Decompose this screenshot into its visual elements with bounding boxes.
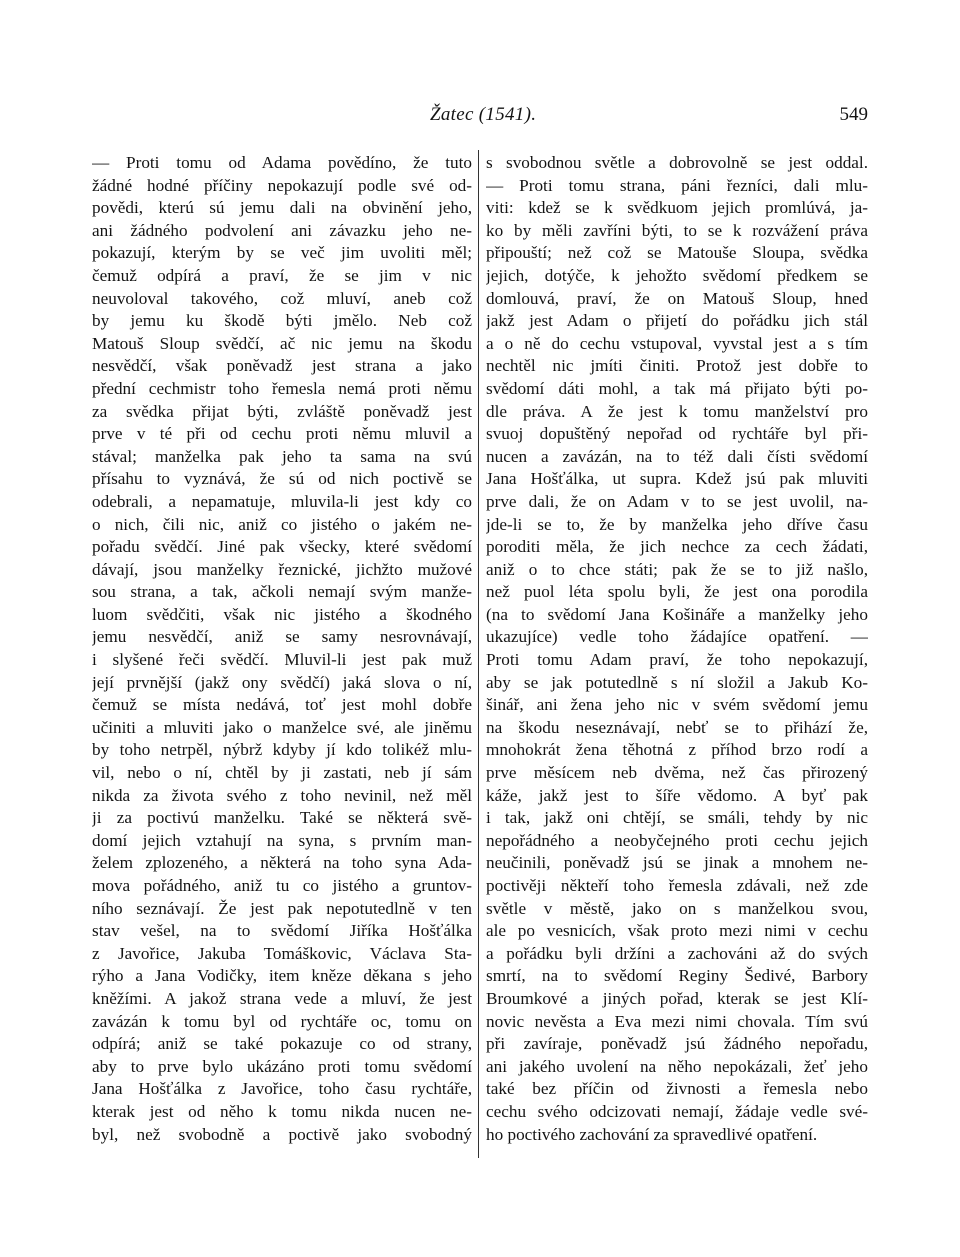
text-line: na škodu neseznávají, nebť se to přihází že, [486, 717, 868, 737]
text-line: (na to svědomí Jana Košináře a manželky jeho [486, 604, 868, 624]
text-line: dle práva. A že jest k tomu manželství pro [486, 401, 868, 421]
text-line: pořadu svědčí. Jiné pak všecky, které svědomí [92, 537, 472, 557]
text-line: její prvnější (jakž ony svědčí) jaká slova o ní, [92, 672, 472, 692]
text-line: kněžími. A jakož strana vede a mluví, že jest [92, 988, 472, 1008]
text-line: ukazujíce) vedle toho žádajíce opatření. — [486, 627, 868, 647]
text-line: aniž o to chce státi; pak že se to již našlo, [486, 559, 868, 579]
text-line: ani žádného podvolení ani závazku jeho ne- [92, 220, 472, 240]
text-line: viti: kdež se k svědkuom jejich promlúvá, ja- [486, 198, 868, 218]
text-line: káže, jakž jest to šíře vědomo. A byť pak [486, 785, 868, 805]
text-line: za svědka přijat býti, zvláště poněvadž jest [92, 401, 472, 421]
text-line: dávají, jsou manželky řeznické, jichžto mužové [92, 559, 472, 579]
text-line: želem zplozeného, a některá na toho syna Ada- [92, 853, 472, 873]
text-line: nechtěl nic jmíti činiti. Protož jest dobře to [486, 356, 868, 376]
text-line: neučinili, poněvadž jsú se jinak a mnohem ne- [486, 853, 868, 873]
text-line: pokazují, kterým by se več jim uvoliti měl; [92, 243, 472, 263]
text-line: luom svědčiti, však nic jistého a škodného [92, 604, 472, 624]
text-line: přísahu to vyznává, že sú od nich poctivě se [92, 469, 472, 489]
text-line: s svobodnou světle a dobrovolně se jest oddal. [486, 153, 868, 172]
text-line: světle v městě, jako on s manželkou svou, [486, 898, 868, 918]
text-line: — Proti tomu strana, páni řezníci, dali mlu- [486, 175, 868, 195]
text-line: jakž jest Adam o přijetí do pořádku jich stál [486, 311, 868, 331]
text-line: zavázán k tomu byl od rychtáře oc, tomu on [92, 1011, 472, 1031]
text-line: při zavíraje, poněvadž jsú žádného nepořadu, [486, 1034, 868, 1054]
text-line: svědomí dáti mohl, a tak má přijato býti po- [486, 378, 868, 398]
running-title: Žatec (1541). [430, 104, 537, 125]
text-line: nucen a zavázán, na to též dali čísti svědomí [486, 446, 868, 466]
text-line: poroditi měla, že jich nechce za cech žádati, [486, 537, 868, 557]
text-line: povědi, kterú sú jemu dali na obvinění jeho, [92, 198, 472, 218]
text-line: ji za poctivú manželku. Také se některá svě- [92, 808, 472, 828]
text-line: z Javořice, Jakuba Tomáškovic, Václava Sta- [92, 943, 472, 963]
text-line: připouští; než což se Matouše Sloupa, svědka [486, 243, 868, 263]
text-line: o nich, čili nic, aniž co jistého o jakém ne- [92, 514, 472, 534]
text-line: cechu svého odcizovati nemají, žádaje vedle své- [486, 1101, 868, 1121]
text-line: odebrali, a nepamatuje, mluvila-li jest kdy co [92, 491, 472, 511]
text-line: žádné hodné příčiny nepokazují podle své od- [92, 175, 472, 195]
text-line: jejich, dotýče, k jehožto svědomí předkem se [486, 265, 868, 285]
text-line: Broumkové a jiných pořad, kterak se jest Klí- [486, 988, 868, 1008]
text-line: mova pořádného, aniž tu co jistého a gruntov- [92, 876, 472, 895]
text-line: vil, nebo o ní, chtěl by ji zastati, neb jí sám [92, 763, 472, 783]
text-line: byl, než svobodně a poctivě jako svobodný [92, 1124, 472, 1144]
text-line: domlouvá, praví, že on Matouš Sloup, hned [486, 288, 868, 308]
text-line: Matouš Sloup svědčí, ač nic jemu na škodu [92, 333, 472, 353]
text-line: jemu nesvědčí, aniž se samy nesrovnávají, [92, 627, 472, 647]
text-line: a o ně do cechu vstupoval, vyvstal jest a s tím [486, 333, 868, 353]
text-line: šinář, ani žena jeho nic v svém svědomí jemu [486, 695, 868, 715]
text-line: Proti tomu Adam praví, že toho nepokazují, [486, 650, 868, 670]
text-line: přední cechmistr toho řemesla nemá proti němu [92, 378, 472, 398]
text-line: nesvědčí, však poněvadž jest strana a jako [92, 356, 472, 376]
text-line: prve v té při od cechu proti němu mluvil a [92, 424, 472, 444]
text-line: nikda za života svého z toho nevinil, než měl [92, 785, 472, 805]
text-line: ani jakého uvolení na něho nepokázali, žeť jeho [486, 1056, 868, 1076]
text-line: nepořádného a neobyčejného proti cechu jejich [486, 830, 868, 850]
left-text-column [92, 152, 472, 1146]
text-line: Jana Hošťálka z Javořice, toho času rychtáře, [92, 1079, 472, 1099]
text-line: mnohokrát žena těhotná z příhod brzo rodí a [486, 740, 868, 760]
text-line: ale po vesnicích, však proto mezi nimi v cechu [486, 921, 868, 941]
text-line: sou strana, a tak, ačkoli nemají svým manže- [92, 582, 472, 602]
text-line: odpírá; aniž se také pokazuje co od strany, [92, 1034, 472, 1054]
text-line: novic nevěsta a Eva mezi nimi chovala. Tím svú [486, 1011, 868, 1031]
text-line: svuoj dopuštěný nepořad od rychtáře byl při- [486, 424, 868, 444]
text-line: čemuž odpírá a praví, že se jim v nic [92, 265, 472, 285]
text-line: a pořádku byli držíni a zachováni až do svých [486, 943, 868, 963]
text-line: kterak jest od něho k tomu nikda nucen ne- [92, 1101, 472, 1121]
text-line: prve dali, že on Adam v to se jest uvolil, na- [486, 491, 868, 511]
text-line: prve měsícem neb dvěma, než čas přirozený [486, 763, 868, 783]
running-header [92, 104, 868, 134]
text-line: poctivěji někteří toho řemesla zdávali, než zde [486, 876, 868, 895]
text-line: neuvoloval takového, což mluví, aneb což [92, 288, 472, 308]
text-line: také bez příčin od živnosti a řemesla nebo [486, 1079, 868, 1099]
text-line: ko by měli zavříni býti, to se k rozvážení práva [486, 220, 868, 240]
page-number: 549 [839, 104, 868, 125]
right-text-column [486, 152, 868, 1146]
text-line: rýho a Jana Vodičky, item kněze děkana s jeho [92, 966, 472, 986]
text-line: aby to prve bylo ukázáno proti tomu svědomí [92, 1056, 472, 1076]
text-line: ho poctivého zachování za spravedlivé opatření. [486, 1124, 818, 1144]
text-line: smrtí, na to svědomí Reginy Šedivé, Barbory [486, 966, 868, 986]
text-line: domí jejich vztahují na syna, s prvním man- [92, 830, 472, 850]
text-line: by jemu ku škodě býti jmělo. Neb což [92, 311, 472, 331]
text-line: i slyšené řeči svědčí. Mluvil-li jest pak muž [92, 650, 472, 670]
text-line: stával; manželka pak jeho ta sama na svú [92, 446, 472, 466]
text-line: ního seznávají. Že jest pak nepotutedlně v ten [92, 898, 472, 918]
text-line: by toho netrpěl, nýbrž kdyby jí kdo tolikéž mlu- [92, 740, 472, 760]
text-line: učiniti a mluviti jako o manželce své, ale jiněmu [92, 717, 472, 737]
column-divider [478, 150, 479, 1158]
text-line: i tak, jakž oni chtějí, se smáli, tehdy by nic [486, 808, 868, 828]
text-line: než puol léta spolu byli, že jest ona porodila [486, 582, 868, 602]
text-line: aby se jak potutedlně s ní složil a Jakub Ko- [486, 672, 868, 692]
text-line: — Proti tomu od Adama povědíno, že tuto [92, 153, 472, 172]
text-line: čemuž se místa nedává, toť jest mohl dobře [92, 695, 472, 715]
text-line: Jana Hošťálka, ut supra. Kdež jsú pak mluviti [486, 469, 868, 489]
text-line: stav vešel, na to svědomí Jiříka Hošťálka [92, 921, 472, 941]
text-line: jde-li se to, že by manželka jeho dříve času [486, 514, 868, 534]
